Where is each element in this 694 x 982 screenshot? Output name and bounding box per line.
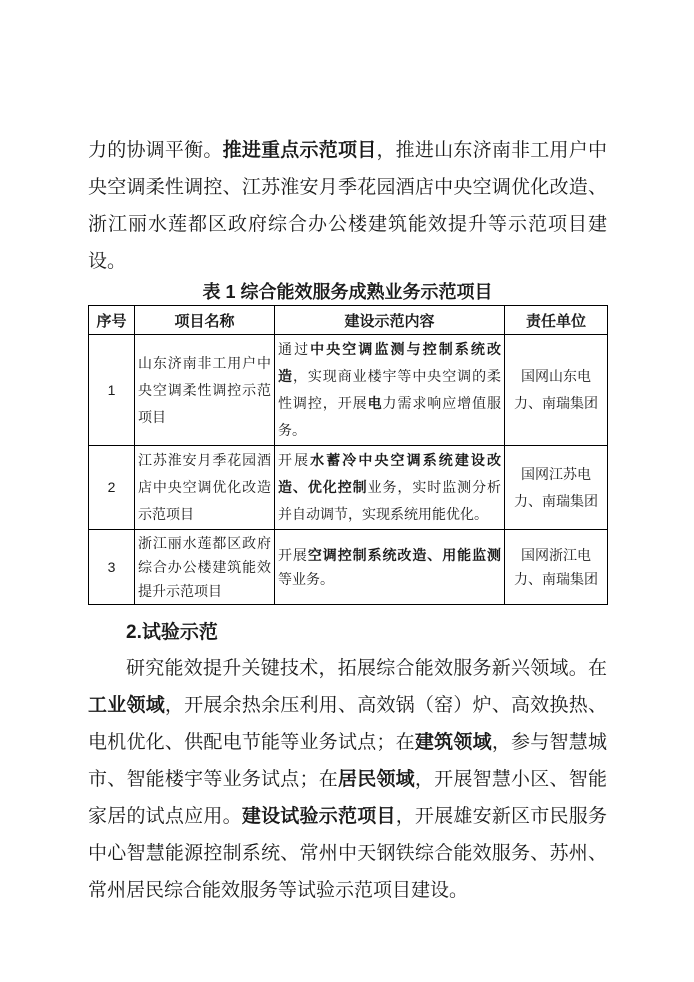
bold-run: 推进重点示范项目	[222, 140, 377, 161]
cell-demo-content	[275, 530, 505, 605]
bold-run: 建设试验示范项目	[241, 806, 396, 827]
text-run: ，参与智慧城市、智能楼宇等业务试点；在	[88, 732, 607, 790]
cell-project-name: 山东济南非工用户中央空调柔性调控示范项目	[135, 335, 275, 446]
text-run: 力的协调平衡。	[88, 140, 223, 161]
cell-index: 3	[89, 530, 135, 605]
cell-index: 2	[89, 446, 135, 530]
text-run: ，开展雄安新区市民服务中心智慧能源控制系统、常州中天钢铁综合能效服务、苏州、常州居民综合能效服务等试验示范项目建设。	[88, 806, 607, 901]
paragraph-key-demo-projects	[88, 132, 607, 280]
table-header-row	[89, 306, 608, 335]
text-run: 研究能效提升关键技术，拓展综合能效服务新兴领域。在	[126, 658, 607, 679]
column-header: 项目名称	[135, 306, 275, 335]
cell-demo-content	[275, 335, 505, 446]
section-heading-trial-demo: 2.试验示范	[126, 622, 218, 643]
text-run: 开展	[278, 547, 308, 563]
table-row	[89, 530, 608, 605]
column-header: 建设示范内容	[275, 306, 505, 335]
column-header: 责任单位	[505, 306, 608, 335]
text-run: ，推进山东济南非工用户中央空调柔性调控、江苏淮安月季花园酒店中央空调优化改造、浙江丽水莲都区政府综合办公楼建筑能效提升等示范项目建设。	[88, 140, 607, 272]
bold-run: 空调控制系统改造、用能监测	[307, 547, 502, 563]
bold-run: 水蓄冷中央空调系统建设改造、优化控制	[278, 452, 502, 495]
cell-project-name: 江苏淮安月季花园酒店中央空调优化改造示范项目	[135, 446, 275, 530]
table-title: 表 1 综合能效服务成熟业务示范项目	[202, 282, 493, 302]
bold-run: 电	[367, 395, 383, 411]
table-row	[89, 335, 608, 446]
column-header: 序号	[89, 306, 135, 335]
cell-responsible-unit: 国网山东电力、南瑞集团	[505, 335, 608, 446]
bold-run: 建筑领域	[414, 732, 492, 753]
paragraph-trial-demo	[88, 650, 607, 909]
cell-responsible-unit: 国网浙江电力、南瑞集团	[505, 530, 608, 605]
text-run: 通过	[278, 341, 311, 357]
page-content	[88, 132, 607, 909]
text-run: 力需求响应增值服务。	[278, 395, 502, 438]
demo-projects-table	[88, 305, 608, 605]
cell-demo-content	[275, 446, 505, 530]
cell-index: 1	[89, 335, 135, 446]
text-run: ，实现商业楼宇等中央空调的柔性调控，开展	[278, 368, 502, 411]
text-run: 等业务。	[278, 571, 334, 587]
text-run: ，开展余热余压利用、高效锅（窑）炉、高效换热、电机优化、供配电节能等业务试点；在	[88, 695, 607, 753]
cell-project-name: 浙江丽水莲都区政府综合办公楼建筑能效提升示范项目	[135, 530, 275, 605]
text-run: 开展	[278, 452, 311, 468]
text-run: 业务，实时监测分析并自动调节，实现系统用能优化。	[278, 479, 502, 522]
bold-run: 中央空调监测与控制系统改造	[278, 341, 502, 384]
text-run: ，开展智慧小区、智能家居的试点应用。	[88, 769, 607, 827]
cell-responsible-unit: 国网江苏电力、南瑞集团	[505, 446, 608, 530]
bold-run: 工业领域	[88, 695, 165, 716]
bold-run: 居民领域	[337, 769, 415, 790]
table-row	[89, 446, 608, 530]
